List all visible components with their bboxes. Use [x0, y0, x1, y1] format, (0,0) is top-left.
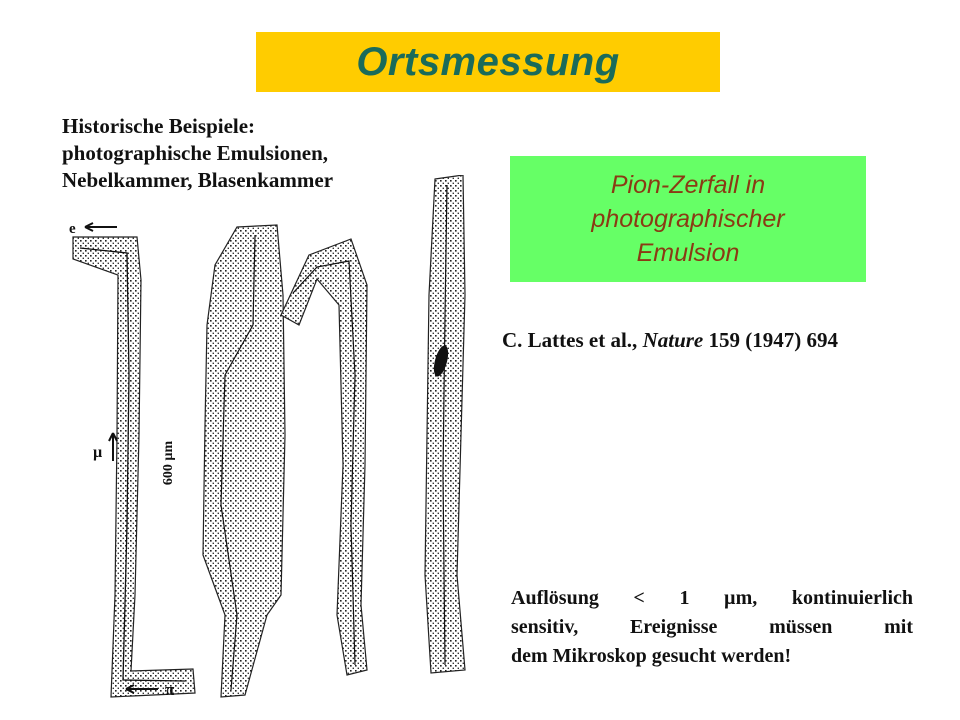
page-title: Ortsmessung [356, 39, 620, 84]
track-band-4 [425, 175, 465, 673]
note-line-3: dem Mikroskop gesucht werden! [511, 645, 792, 667]
citation-authors: C. Lattes et al., [502, 328, 638, 352]
arrow-e [85, 223, 117, 231]
highlight-line-1: Pion-Zerfall in [610, 171, 766, 199]
intro-line-3: Nebelkammer, Blasenkammer [62, 168, 334, 192]
emulsion-track-figure [55, 175, 480, 705]
note-line-2: sensitiv, Ereignisse müssen mit [511, 616, 913, 638]
note-line-1: Auflösung < 1 µm, kontinuierlich [511, 587, 913, 609]
track-band-1 [73, 237, 195, 697]
highlight-box [510, 156, 866, 282]
citation-reference: 159 (1947) 694 [708, 328, 838, 352]
intro-line-1: Historische Beispiele: [62, 114, 256, 138]
label-pi: π [165, 680, 175, 699]
track-band-2 [203, 225, 285, 697]
emulsion-track-drawing [55, 175, 480, 705]
label-mu: µ [93, 444, 103, 461]
citation-journal: Nature [642, 328, 704, 352]
label-e: e [69, 221, 76, 237]
citation [502, 328, 838, 353]
title-banner [256, 32, 720, 92]
intro-line-2: photographische Emulsionen, [62, 141, 329, 165]
resolution-note [511, 584, 913, 671]
scale-label: 600 µm [161, 440, 176, 486]
highlight-line-2: photographischer [591, 205, 785, 233]
arrow-mu [109, 433, 117, 461]
highlight-line-3: Emulsion [636, 239, 740, 267]
track-band-3 [281, 239, 367, 675]
